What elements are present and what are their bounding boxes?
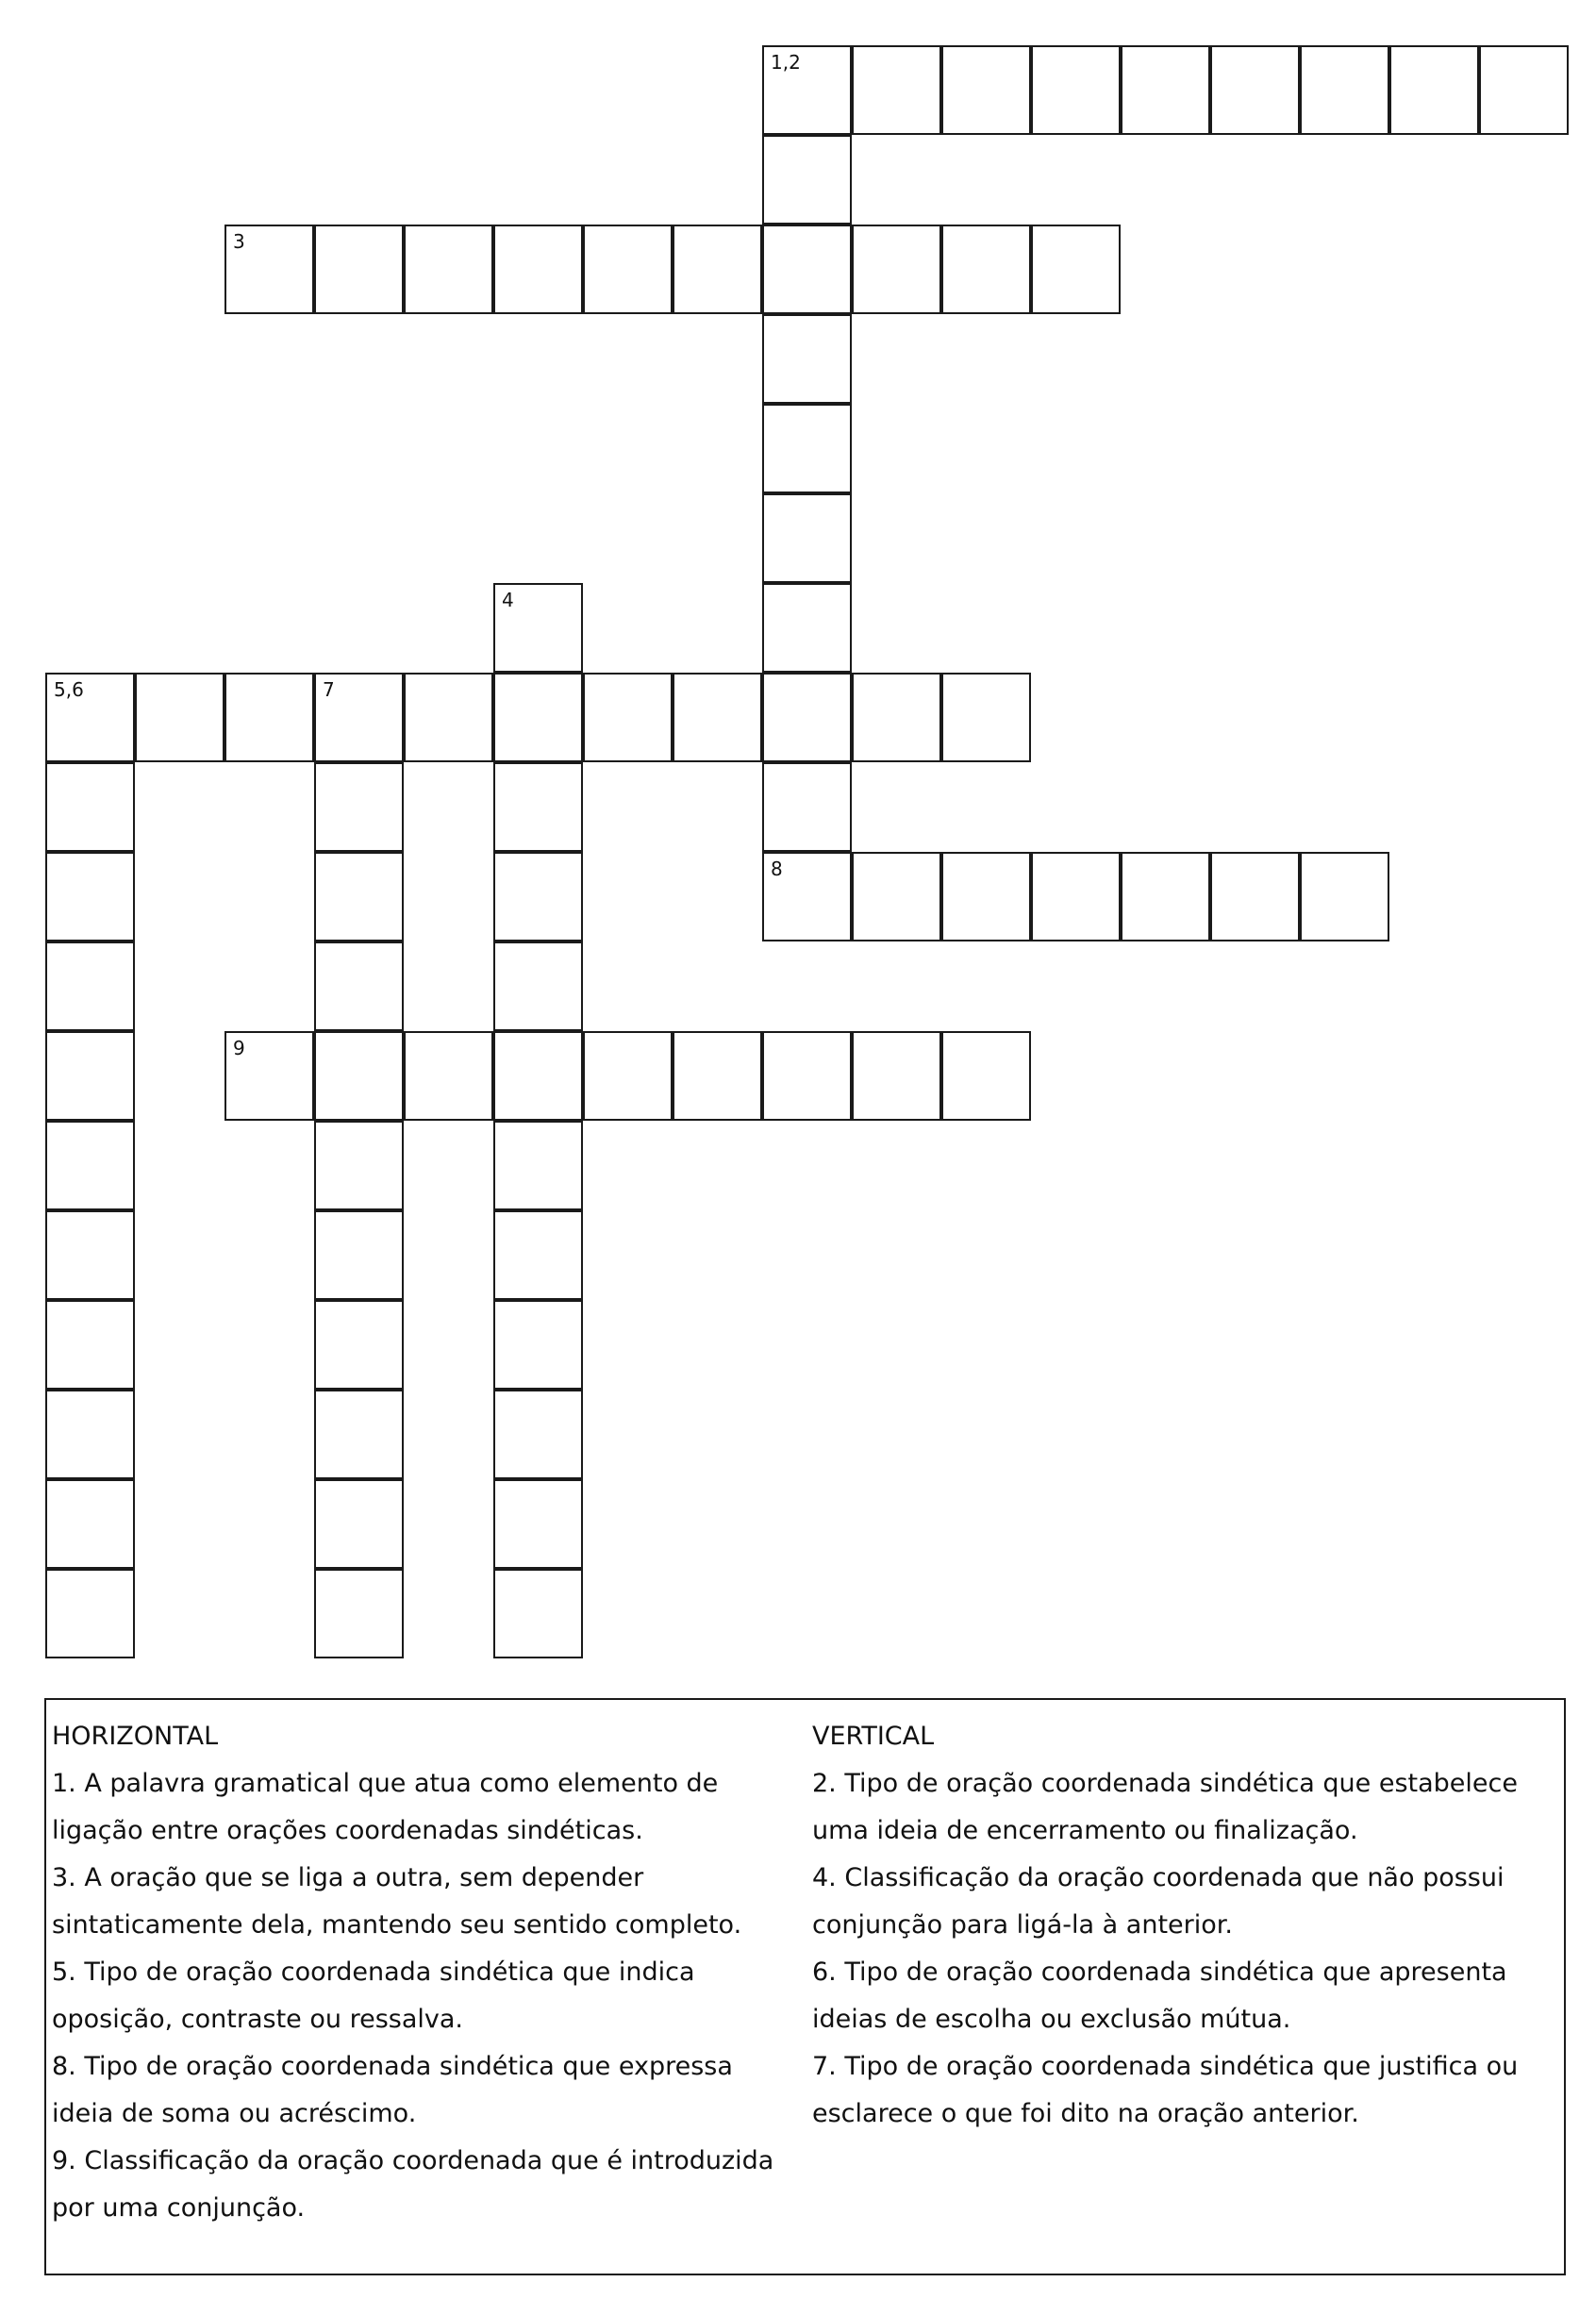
crossword-cell[interactable] bbox=[762, 45, 852, 135]
crossword-cell[interactable] bbox=[1031, 225, 1121, 314]
crossword-cell[interactable] bbox=[404, 1031, 493, 1121]
crossword-cell[interactable] bbox=[673, 225, 762, 314]
crossword-cell[interactable] bbox=[1210, 45, 1300, 135]
crossword-cell[interactable] bbox=[852, 225, 941, 314]
crossword-cell[interactable] bbox=[762, 673, 852, 762]
crossword-cell[interactable] bbox=[941, 852, 1031, 941]
crossword-cell[interactable] bbox=[493, 1479, 583, 1569]
crossword-cell[interactable] bbox=[45, 1300, 135, 1390]
clue-down-6: 6. Tipo de oração coordenada sindética que apresenta ideias de escolha ou exclusão mútua. bbox=[812, 1957, 1507, 2034]
crossword-cell[interactable] bbox=[314, 225, 404, 314]
crossword-cell[interactable] bbox=[493, 941, 583, 1031]
crossword-cell[interactable] bbox=[852, 852, 941, 941]
crossword-cell[interactable] bbox=[493, 1210, 583, 1300]
crossword-cell[interactable] bbox=[1479, 45, 1569, 135]
clue-number: 3 bbox=[233, 230, 245, 253]
crossword-cell[interactable] bbox=[1300, 852, 1389, 941]
crossword-cell[interactable] bbox=[583, 673, 673, 762]
crossword-cell[interactable] bbox=[314, 673, 404, 762]
crossword-cell[interactable] bbox=[762, 135, 852, 225]
crossword-cell[interactable] bbox=[224, 1031, 314, 1121]
clue-across-5: 5. Tipo de oração coordenada sindética que indica oposição, contraste ou ressalva. bbox=[52, 1957, 695, 2034]
crossword-cell[interactable] bbox=[404, 673, 493, 762]
horizontal-clues bbox=[52, 1713, 797, 2232]
crossword-cell[interactable] bbox=[1121, 45, 1210, 135]
vertical-heading: VERTICAL bbox=[812, 1722, 935, 1751]
crossword-cell[interactable] bbox=[45, 1121, 135, 1210]
crossword-cell[interactable] bbox=[673, 1031, 762, 1121]
crossword-cell[interactable] bbox=[493, 1390, 583, 1479]
crossword-cell[interactable] bbox=[762, 493, 852, 583]
crossword-cell[interactable] bbox=[493, 1031, 583, 1121]
crossword-cell[interactable] bbox=[852, 673, 941, 762]
clue-across-9: 9. Classificação da oração coordenada que é introduzida por uma conjunção. bbox=[52, 2146, 774, 2223]
crossword-cell[interactable] bbox=[493, 852, 583, 941]
crossword-cell[interactable] bbox=[493, 673, 583, 762]
clue-down-2: 2. Tipo de oração coordenada sindética que estabelece uma ideia de encerramento ou finalização. bbox=[812, 1769, 1518, 1845]
crossword-cell[interactable] bbox=[45, 673, 135, 762]
crossword-cell[interactable] bbox=[314, 1210, 404, 1300]
crossword-cell[interactable] bbox=[941, 225, 1031, 314]
crossword-cell[interactable] bbox=[314, 1479, 404, 1569]
crossword-cell[interactable] bbox=[493, 583, 583, 673]
crossword-cell[interactable] bbox=[224, 225, 314, 314]
crossword-cell[interactable] bbox=[45, 1390, 135, 1479]
crossword-cell[interactable] bbox=[1031, 45, 1121, 135]
crossword-cell[interactable] bbox=[762, 1031, 852, 1121]
crossword-cell[interactable] bbox=[493, 1121, 583, 1210]
vertical-clues bbox=[812, 1713, 1557, 2138]
clue-number: 8 bbox=[771, 858, 783, 880]
crossword-cell[interactable] bbox=[135, 673, 224, 762]
crossword-cell[interactable] bbox=[762, 314, 852, 404]
crossword-cell[interactable] bbox=[762, 225, 852, 314]
crossword-cell[interactable] bbox=[1389, 45, 1479, 135]
crossword-cell[interactable] bbox=[1300, 45, 1389, 135]
clue-down-4: 4. Classificação da oração coordenada que não possui conjunção para ligá-la à anterior. bbox=[812, 1863, 1505, 1940]
crossword-cell[interactable] bbox=[762, 852, 852, 941]
crossword-cell[interactable] bbox=[762, 583, 852, 673]
crossword-cell[interactable] bbox=[762, 404, 852, 493]
crossword-cell[interactable] bbox=[224, 673, 314, 762]
crossword-cell[interactable] bbox=[45, 1479, 135, 1569]
crossword-cell[interactable] bbox=[493, 762, 583, 852]
crossword-cell[interactable] bbox=[493, 1300, 583, 1390]
crossword-cell[interactable] bbox=[314, 941, 404, 1031]
clue-number: 9 bbox=[233, 1037, 245, 1059]
clue-across-1: 1. A palavra gramatical que atua como elemento de ligação entre orações coordenadas sindéticas. bbox=[52, 1769, 719, 1845]
crossword-cell[interactable] bbox=[852, 1031, 941, 1121]
crossword-cell[interactable] bbox=[314, 1031, 404, 1121]
crossword-cell[interactable] bbox=[45, 852, 135, 941]
crossword-cell[interactable] bbox=[493, 1569, 583, 1658]
clue-number: 1,2 bbox=[771, 51, 801, 74]
crossword-cell[interactable] bbox=[941, 673, 1031, 762]
crossword-cell[interactable] bbox=[314, 1390, 404, 1479]
crossword-cell[interactable] bbox=[1031, 852, 1121, 941]
crossword-cell[interactable] bbox=[314, 1121, 404, 1210]
crossword-cell[interactable] bbox=[583, 225, 673, 314]
crossword-cell[interactable] bbox=[404, 225, 493, 314]
crossword-cell[interactable] bbox=[673, 673, 762, 762]
crossword-cell[interactable] bbox=[1210, 852, 1300, 941]
crossword-cell[interactable] bbox=[762, 762, 852, 852]
crossword-cell[interactable] bbox=[45, 941, 135, 1031]
crossword-cell[interactable] bbox=[583, 1031, 673, 1121]
clues-box bbox=[44, 1698, 1566, 2275]
horizontal-heading: HORIZONTAL bbox=[52, 1722, 219, 1751]
clue-across-8: 8. Tipo de oração coordenada sindética que expressa ideia de soma ou acréscimo. bbox=[52, 2052, 733, 2128]
crossword-cell[interactable] bbox=[314, 1569, 404, 1658]
clue-across-3: 3. A oração que se liga a outra, sem depender sintaticamente dela, mantendo seu sentido completo. bbox=[52, 1863, 742, 1940]
crossword-cell[interactable] bbox=[45, 1031, 135, 1121]
clue-number: 7 bbox=[323, 678, 335, 701]
crossword-cell[interactable] bbox=[493, 225, 583, 314]
crossword-cell[interactable] bbox=[941, 1031, 1031, 1121]
crossword-cell[interactable] bbox=[45, 1210, 135, 1300]
crossword-cell[interactable] bbox=[314, 762, 404, 852]
crossword-cell[interactable] bbox=[941, 45, 1031, 135]
crossword-cell[interactable] bbox=[45, 1569, 135, 1658]
crossword-cell[interactable] bbox=[45, 762, 135, 852]
crossword-cell[interactable] bbox=[852, 45, 941, 135]
clue-number: 4 bbox=[502, 589, 514, 611]
clue-number: 5,6 bbox=[54, 678, 84, 701]
crossword-cell[interactable] bbox=[314, 852, 404, 941]
crossword-cell[interactable] bbox=[1121, 852, 1210, 941]
clue-down-7: 7. Tipo de oração coordenada sindética que justifica ou esclarece o que foi dito na oração anterior. bbox=[812, 2052, 1519, 2128]
crossword-cell[interactable] bbox=[314, 1300, 404, 1390]
